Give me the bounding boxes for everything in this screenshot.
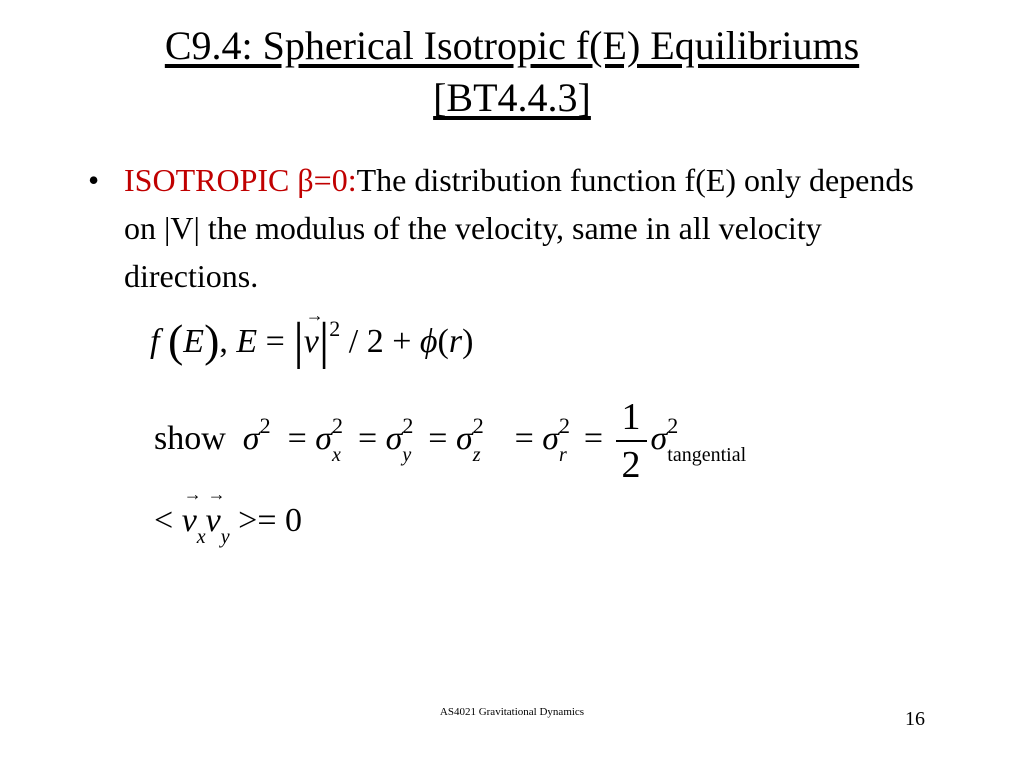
slide-title bbox=[60, 20, 964, 124]
show-word: show bbox=[154, 419, 226, 457]
equation-dispersion-equality: show $\sigma^2 = \sigma^2_x = \sigma^2_y = \sigma^2_z$ = $\sigma^2_r$ = $\frac{1}{2}$ $\sigma^2_{tangential}$ bbox=[154, 396, 747, 486]
footer-course: AS4021 Gravitational Dynamics bbox=[439, 706, 585, 718]
equation-cross-velocity: < → $v_x\to v_y >= 0$ bbox=[154, 502, 302, 540]
subscript-tangential: tangential bbox=[667, 443, 747, 466]
bullet-lead: ISOTROPIC β=0: bbox=[124, 162, 357, 198]
equation-distribution-function: f (E), E = |→ $v|^2 / 2 + \phi(r)$ bbox=[150, 306, 473, 365]
bullet-item bbox=[88, 156, 928, 300]
bullet-body bbox=[124, 156, 928, 300]
slide-title-line-1: C9.4: Spherical Isotropic f(E) Equilibriums bbox=[164, 23, 860, 68]
slide-title-line-2: [BT4.4.3] bbox=[433, 75, 591, 120]
bullet-text: The distribution function f(E) only depends on |V| the modulus of the velocity, same in all velocity directions. bbox=[124, 162, 914, 294]
page-number: 16 bbox=[905, 708, 925, 730]
bullet-marker: • bbox=[88, 162, 100, 198]
